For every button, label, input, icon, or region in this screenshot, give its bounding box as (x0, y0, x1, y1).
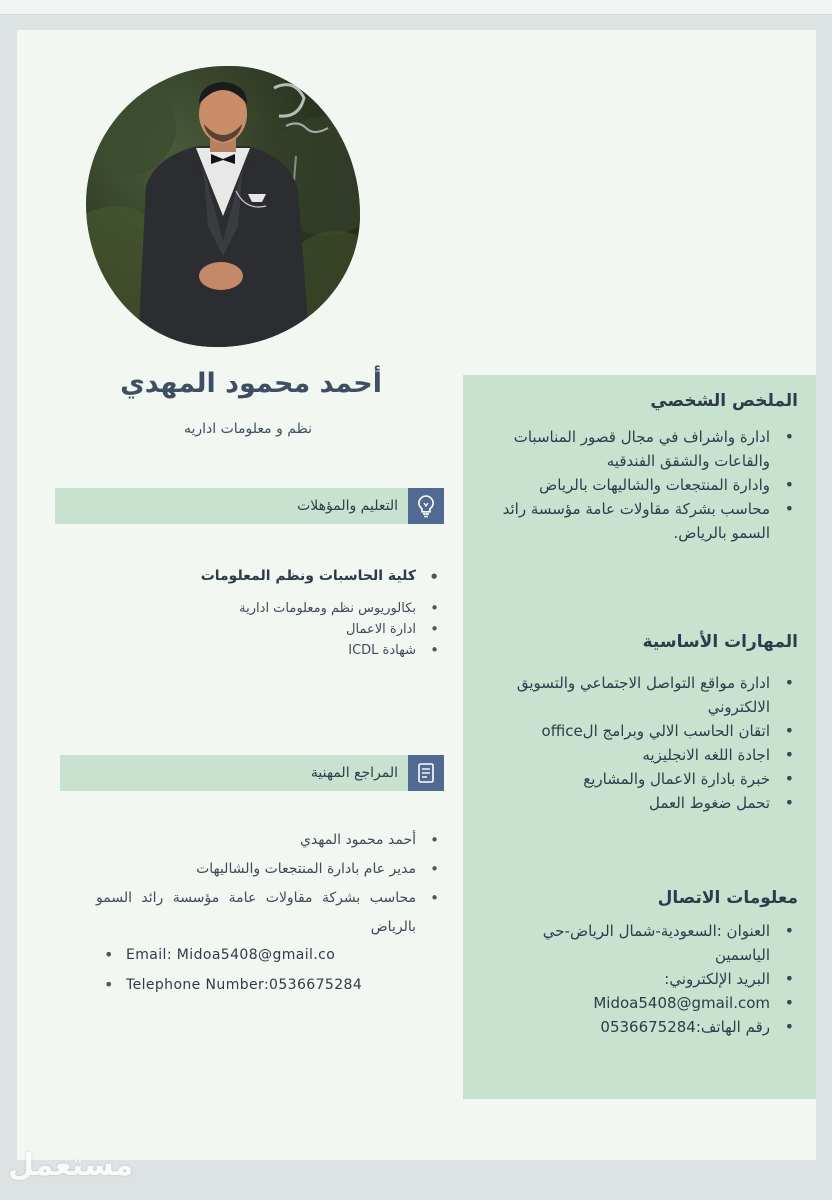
list-item: • وادارة المنتجعات والشاليهات بالرياض (498, 473, 798, 497)
references-section-bar (60, 755, 444, 791)
education-section-bar (55, 488, 444, 524)
summary-list (498, 425, 798, 545)
watermark-logo: مستعمل (8, 1148, 134, 1183)
contact-address: • العنوان :السعودية-شمال الرياض-حي الياسمين (498, 919, 798, 967)
contact-list (498, 919, 798, 1039)
college-name: • كلية الحاسبات ونظم المعلومات (60, 568, 439, 584)
list-item: • ادارة مواقع التواصل الاجتماعي والتسويق الالكتروني (498, 671, 798, 719)
list-item: • مدير عام بادارة المنتجعات والشاليهات (96, 855, 439, 884)
person-name: أحمد محمود المهدي (120, 368, 382, 399)
top-toolbar-strip (0, 0, 832, 15)
list-item: • بكالوريوس نظم ومعلومات ادارية (60, 598, 439, 619)
list-item: • محاسب بشركة مقاولات عامة مؤسسة رائد السمو بالرياض. (498, 497, 798, 545)
reference-phone: • Telephone Number:0536675284 (100, 970, 440, 1000)
references-heading: المراجع المهنية (310, 765, 398, 781)
job-title: نظم و معلومات اداريه (183, 421, 312, 437)
list-item: • تحمل ضغوط العمل (498, 791, 798, 815)
contact-heading: معلومات الاتصال (657, 888, 798, 908)
right-info-panel (463, 375, 816, 1099)
contact-phone: • رقم الهاتف:0536675284 (498, 1015, 798, 1039)
list-item: • خبرة بادارة الاعمال والمشاريع (498, 767, 798, 791)
summary-heading: الملخص الشخصي (650, 391, 798, 411)
list-item: • اجادة اللغه الانجليزيه (498, 743, 798, 767)
notebook-icon (408, 755, 444, 791)
list-item: • محاسب بشركة مقاولات عامة مؤسسة رائد السمو بالرياض (96, 884, 439, 942)
profile-photo (86, 66, 360, 347)
list-item: • شهادة ICDL (60, 640, 439, 661)
skills-heading: المهارات الأساسية (642, 632, 798, 652)
education-heading: التعليم والمؤهلات (297, 498, 398, 514)
contact-email: • Midoa5408@gmail.com (498, 991, 798, 1015)
education-list (60, 598, 439, 661)
skills-list (498, 671, 798, 815)
lightbulb-icon (408, 488, 444, 524)
references-list (96, 826, 439, 942)
contact-email-label: • البريد الإلكتروني: (498, 967, 798, 991)
list-item: • ادارة الاعمال (60, 619, 439, 640)
list-item: • اتقان الحاسب الالي وبرامج الoffice (498, 719, 798, 743)
reference-contacts (100, 940, 440, 1000)
list-item: • أحمد محمود المهدي (96, 826, 439, 855)
list-item: • ادارة واشراف في مجال قصور المناسبات والقاعات والشقق الفندقيه (498, 425, 798, 473)
reference-email: • Email: Midoa5408@gmail.co (100, 940, 440, 970)
